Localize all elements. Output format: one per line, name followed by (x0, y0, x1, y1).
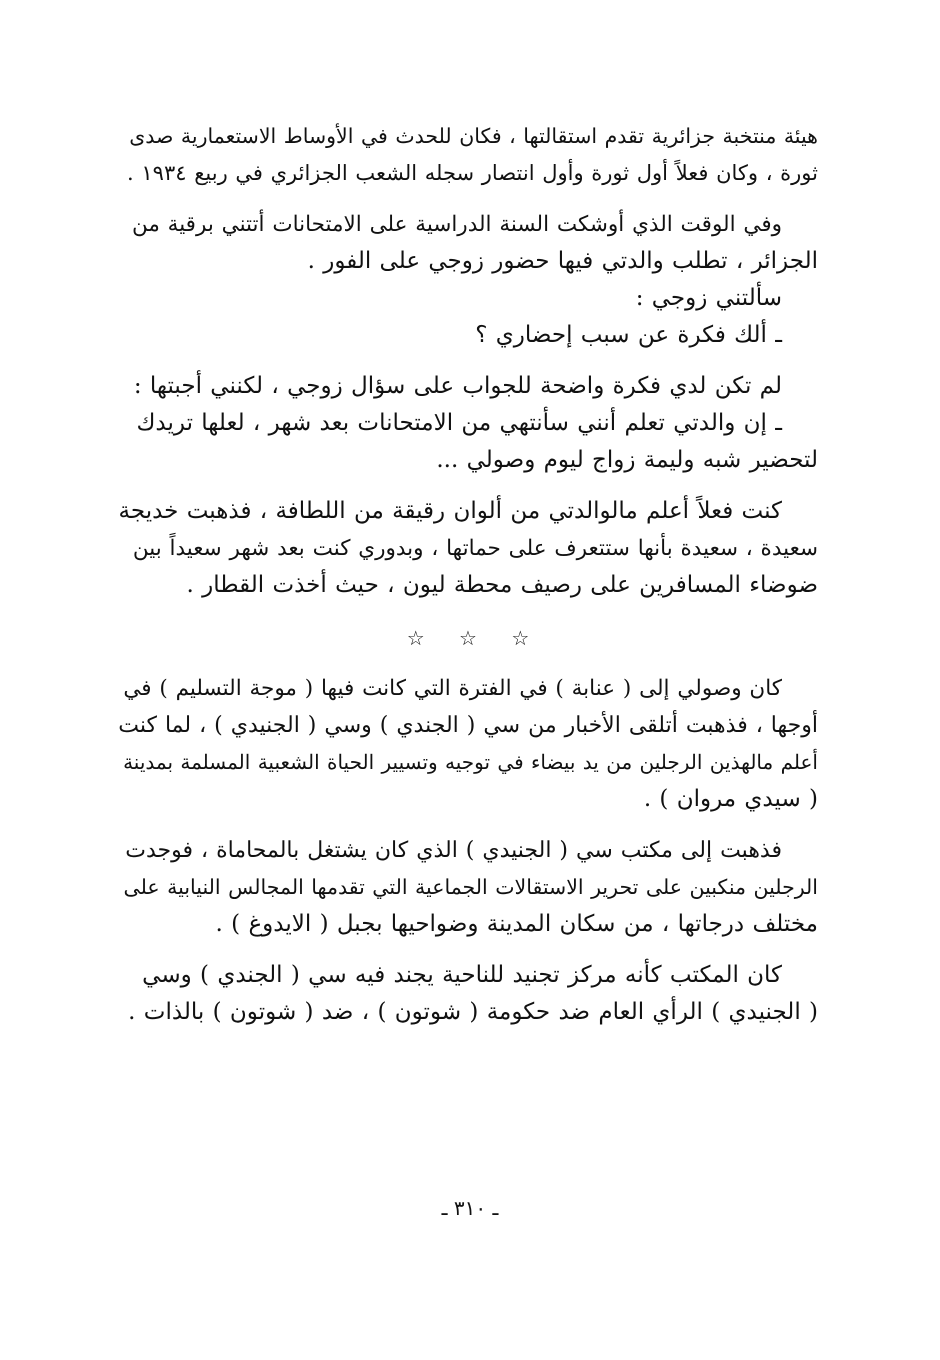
paragraph-4 (118, 317, 818, 354)
text-line: ( سيدي مروان ) . (643, 786, 818, 812)
text-line: ـ ألك فكرة عن سبب إحضاري ؟ (475, 322, 782, 348)
paragraph-2 (118, 206, 818, 280)
paragraph-9 (118, 832, 818, 943)
paragraph-10 (118, 957, 818, 1031)
text-line: هيئة منتخبة جزائرية تقدم استقالتها ، فكان للحدث في الأوساط الاستعمارية صدى (129, 124, 818, 148)
text-line: كان وصولي إلى ( عنابة ) في الفترة التي كانت فيها ( موجة التسليم ) في (123, 676, 782, 701)
paragraph-1 (118, 118, 818, 192)
star-icon: ☆ (406, 626, 425, 650)
text-line: وفي الوقت الذي أوشكت السنة الدراسية على الامتحانات أتتني برقية من (131, 212, 782, 237)
paragraph-3 (118, 280, 818, 317)
page-number: ـ ٣١٠ ـ (441, 1196, 499, 1220)
text-line: فذهبت إلى مكتب سي ( الجنيدي ) الذي كان يشتغل بالمحاماة ، فوجدت (125, 838, 782, 863)
text-line: سألتني زوجي : (635, 285, 782, 311)
text-line: كنت فعلاً أعلم مالوالدتي من ألوان رقيقة من اللطافة ، فذهبت خديجة (118, 498, 782, 524)
text-line: أعلم مالهذين الرجلين من يد بيضاء في توجيه وتسيير الحياة الشعبية المسلمة بمدينة (123, 750, 818, 774)
book-page (118, 118, 818, 1031)
text-line: لم تكن لدي فكرة واضحة للجواب على سؤال زوجي ، لكنني أجبتها : (133, 373, 782, 399)
text-line: أوجها ، فذهبت أتلقى الأخبار من سي ( الجندي ) وسي ( الجنيدي ) ، لما كنت (118, 713, 818, 738)
text-line: ـ إن والدتي تعلم أنني سأنتهي من الامتحانات بعد شهر ، لعلها تريدك (136, 410, 782, 436)
paragraph-8 (118, 670, 818, 818)
text-line: سعيدة ، سعيدة بأنها ستتعرف على حماتها ، وبدوري كنت بعد شهر سعيداً بين (132, 536, 818, 561)
section-separator (118, 626, 818, 650)
text-line: الرجلين منكبين على تحرير الاستقالات الجماعية التي تقدمها المجالس النيابية على (123, 875, 818, 899)
text-line: ( الجنيدي ) الرأي العام ضد حكومة ( شوتون ) ، ضد ( شوتون ) بالذات . (128, 999, 818, 1025)
star-icon: ☆ (511, 626, 530, 650)
paragraph-6 (118, 405, 818, 479)
text-line: ثورة ، وكان فعلاً أول ثورة وأول انتصار سجله الشعب الجزائري في ربيع ١٩٣٤ . (127, 161, 818, 185)
text-line: الجزائر ، تطلب والدتي فيها حضور زوجي على الفور . (307, 248, 818, 274)
paragraph-5 (118, 368, 818, 405)
text-line: كان المكتب كأنه مركز تجنيد للناحية يجند فيه سي ( الجندي ) وسي (142, 962, 782, 988)
text-line: لتحضير شبه وليمة زواج ليوم وصولي ... (436, 447, 818, 473)
paragraph-7 (118, 493, 818, 604)
star-icon: ☆ (459, 626, 477, 650)
text-line: مختلف درجاتها ، من سكان المدينة وضواحيها بجبل ( الايدوغ ) . (215, 911, 818, 937)
text-line: ضوضاء المسافرين على رصيف محطة ليون ، حيث أخذت القطار . (186, 572, 818, 598)
